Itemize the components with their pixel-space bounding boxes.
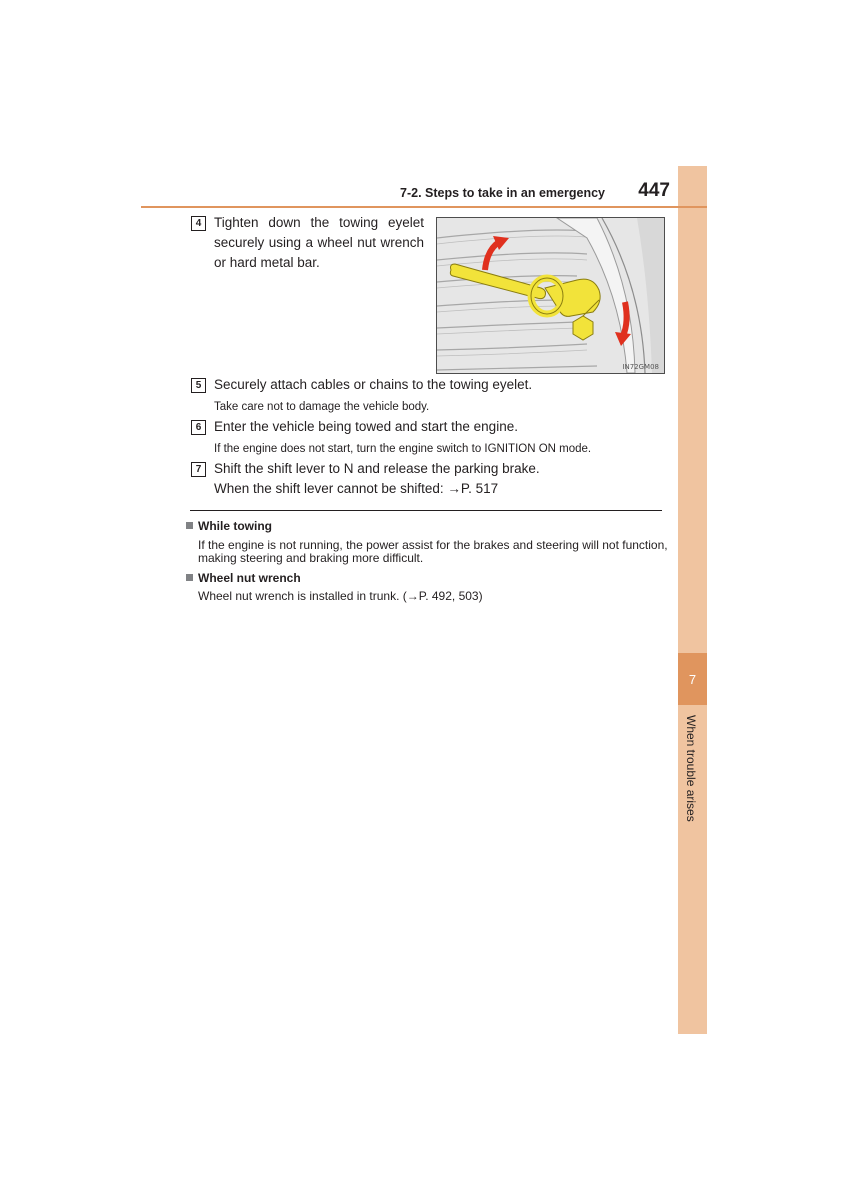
section-divider bbox=[190, 510, 662, 511]
chapter-number: 7 bbox=[678, 653, 707, 705]
info-heading-while-towing bbox=[186, 519, 272, 533]
header-rule bbox=[141, 206, 707, 208]
info-heading-label: Wheel nut wrench bbox=[198, 571, 301, 585]
step-6-text: Enter the vehicle being towed and start the engine. bbox=[214, 419, 518, 434]
section-title: 7-2. Steps to take in an emergency bbox=[400, 186, 605, 200]
info-heading-label: While towing bbox=[198, 519, 272, 533]
step-6-note: If the engine does not start, turn the engine switch to IGNITION ON mode. bbox=[214, 443, 592, 455]
chapter-title: When trouble arises bbox=[684, 715, 698, 822]
info-heading-wheel-nut-wrench bbox=[186, 571, 301, 585]
step-7-cross-reference: When the shift lever cannot be shifted: →P. 517 bbox=[214, 481, 499, 496]
step-6-badge: 6 bbox=[191, 420, 206, 435]
figure-code: IN72GM08 bbox=[622, 363, 659, 371]
towing-eyelet-wrench-icon bbox=[437, 218, 664, 373]
page-number: 447 bbox=[638, 180, 670, 201]
step-5-text: Securely attach cables or chains to the towing eyelet. bbox=[214, 377, 533, 392]
step-7-text: Shift the shift lever to N and release the parking brake. bbox=[214, 461, 540, 476]
towing-eyelet-illustration bbox=[436, 217, 665, 374]
step-7-badge: 7 bbox=[191, 462, 206, 477]
chapter-tab-strip bbox=[678, 166, 707, 1034]
step-5-badge: 5 bbox=[191, 378, 206, 393]
square-bullet-icon bbox=[186, 522, 193, 529]
info-body-wheel-nut-wrench: Wheel nut wrench is installed in trunk. (→P. 492, 503) bbox=[198, 589, 483, 603]
info-body-while-towing: If the engine is not running, the power assist for the brakes and steering will not function, making steering and braking more difficult. bbox=[198, 538, 668, 565]
step-5-note: Take care not to damage the vehicle body. bbox=[214, 401, 430, 413]
step-4-badge: 4 bbox=[191, 216, 206, 231]
step-4-text: Tighten down the towing eyelet securely using a wheel nut wrench or hard metal bar. bbox=[214, 215, 424, 270]
square-bullet-icon bbox=[186, 574, 193, 581]
